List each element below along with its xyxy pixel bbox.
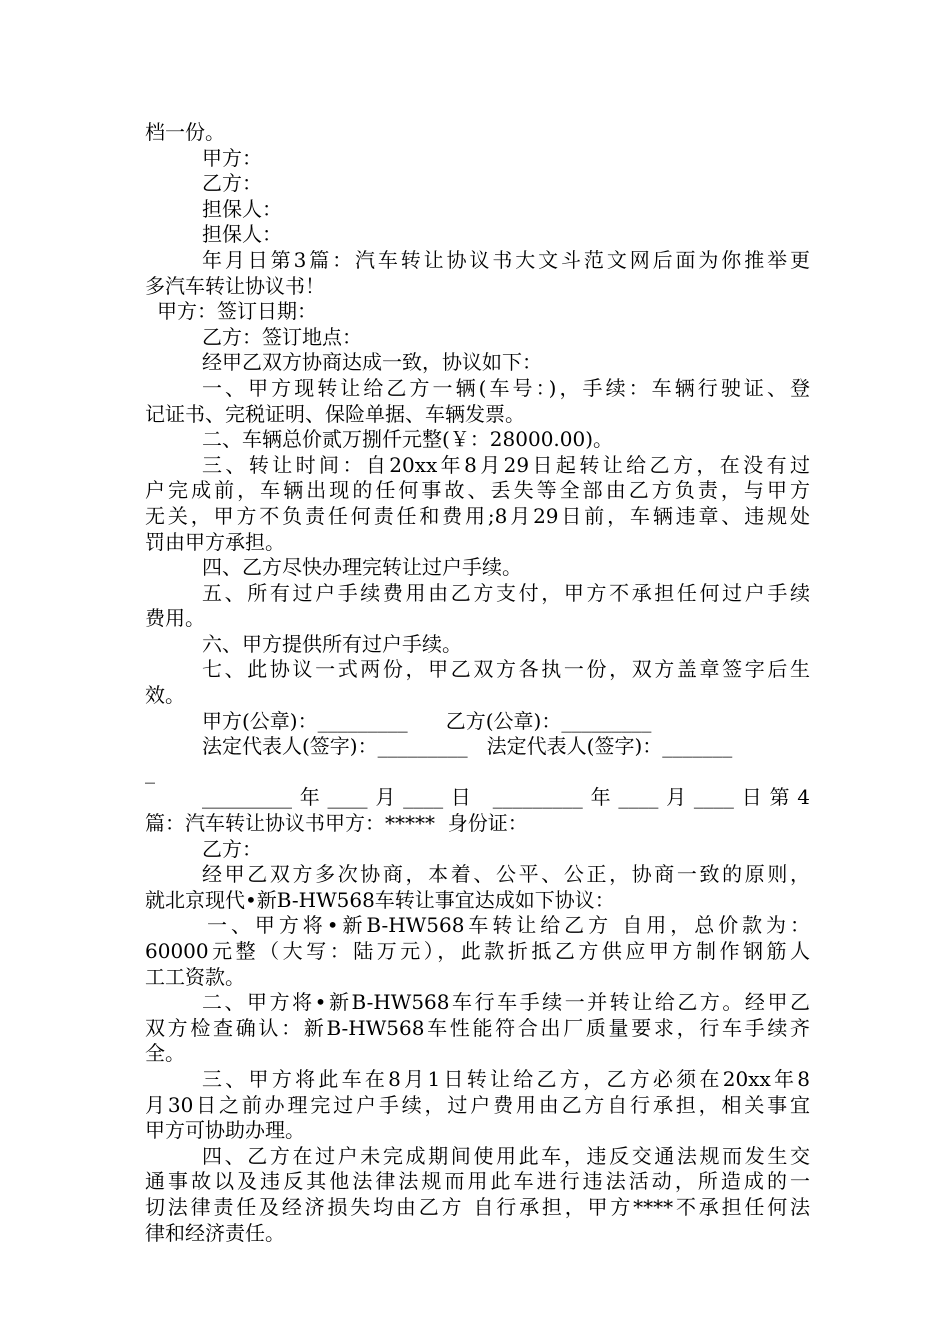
document-body bbox=[145, 120, 810, 1246]
text-line: 三、转让时间：自20xx年8月29日起转让给乙方，在没有过 bbox=[202, 452, 810, 477]
text-line: 甲方可协助办理。 bbox=[145, 1118, 305, 1143]
text-line: 全。 bbox=[145, 1041, 185, 1066]
text-line: _________年____月____日 _________年____月____日第4 bbox=[202, 785, 810, 810]
text-line: 就北京现代•新B-HW568车转让事宜达成如下协议： bbox=[145, 887, 615, 912]
text-line: 四、乙方在过户未完成期间使用此车，违反交通法规而发生交 bbox=[202, 1143, 810, 1168]
text-line: _ bbox=[145, 759, 155, 784]
text-line: 罚由甲方承担。 bbox=[145, 529, 285, 554]
text-line: 60000元整（大写：陆万元），此款折抵乙方供应甲方制作钢筋人 bbox=[145, 939, 810, 963]
text-line: 切法律责任及经济损失均由乙方 自行承担，甲方****不承担任何法 bbox=[145, 1194, 810, 1219]
text-line: 六、甲方提供所有过户手续。 bbox=[202, 631, 462, 656]
text-line: 经甲乙双方多次协商，本着、公平、公正，协商一致的原则， bbox=[202, 862, 810, 887]
text-line: 户完成前，车辆出现的任何事故、丢失等全部由乙方负责，与甲方 bbox=[145, 478, 810, 503]
text-line: 甲方(公章)：_________ 乙方(公章)：_________ bbox=[202, 708, 652, 733]
text-line: 双方检查确认：新B-HW568车性能符合出厂质量要求，行车手续齐 bbox=[145, 1015, 810, 1040]
text-line: 七、此协议一式两份，甲乙双方各执一份，双方盖章签字后生 bbox=[202, 657, 810, 682]
text-line: 担保人： bbox=[202, 222, 282, 247]
text-line: 乙方： bbox=[202, 171, 262, 196]
text-line: 多汽车转让协议书！ bbox=[145, 273, 325, 298]
text-line: 二、甲方将•新B-HW568车行车手续一并转让给乙方。经甲乙 bbox=[202, 990, 810, 1015]
text-line: 通事故以及违反其他法律法规而用此车进行违法活动，所造成的一 bbox=[145, 1169, 810, 1194]
text-line: 篇：汽车转让协议书甲方：***** 身份证： bbox=[145, 811, 528, 836]
text-line: 律和经济责任。 bbox=[145, 1220, 285, 1245]
text-line: 年月日第3篇：汽车转让协议书大文斗范文网后面为你推举更 bbox=[202, 247, 810, 272]
text-line: 三、甲方将此车在8月1日转让给乙方，乙方必须在20xx年8 bbox=[202, 1066, 810, 1091]
text-line: 一、甲方现转让给乙方一辆(车号：)，手续：车辆行驶证、登 bbox=[202, 375, 810, 400]
text-line: 五、所有过户手续费用由乙方支付，甲方不承担任何过户手续 bbox=[202, 580, 810, 605]
text-line: 乙方：签订地点： bbox=[202, 324, 362, 349]
text-line: 月30日之前办理完过户手续，过户费用由乙方自行承担，相关事宜 bbox=[145, 1092, 810, 1117]
text-line: 经甲乙双方协商达成一致，协议如下： bbox=[202, 350, 542, 375]
text-line: 法定代表人(签字)：_________ 法定代表人(签字)：_______ bbox=[202, 734, 733, 759]
text-line: 二、车辆总价贰万捌仟元整(￥：28000.00)。 bbox=[202, 427, 614, 452]
text-line: 档一份。 bbox=[145, 120, 225, 144]
text-line: 四、乙方尽快办理完转让过户手续。 bbox=[202, 555, 522, 580]
text-line: 效。 bbox=[145, 683, 185, 708]
text-line: 无关，甲方不负责任何责任和费用;8月29日前，车辆违章、违规处 bbox=[145, 503, 810, 528]
text-line: 甲方： bbox=[202, 145, 262, 170]
text-line: 记证书、完税证明、保险单据、车辆发票。 bbox=[145, 401, 525, 426]
text-line: 担保人： bbox=[202, 196, 282, 221]
text-line: 费用。 bbox=[145, 606, 205, 631]
text-line: 甲方：签订日期： bbox=[157, 299, 317, 324]
text-line: 一、甲方将•新B-HW568车转让给乙方 自用，总价款为： bbox=[207, 913, 810, 938]
text-line: 工工资款。 bbox=[145, 964, 245, 989]
text-line: 乙方： bbox=[202, 836, 262, 861]
